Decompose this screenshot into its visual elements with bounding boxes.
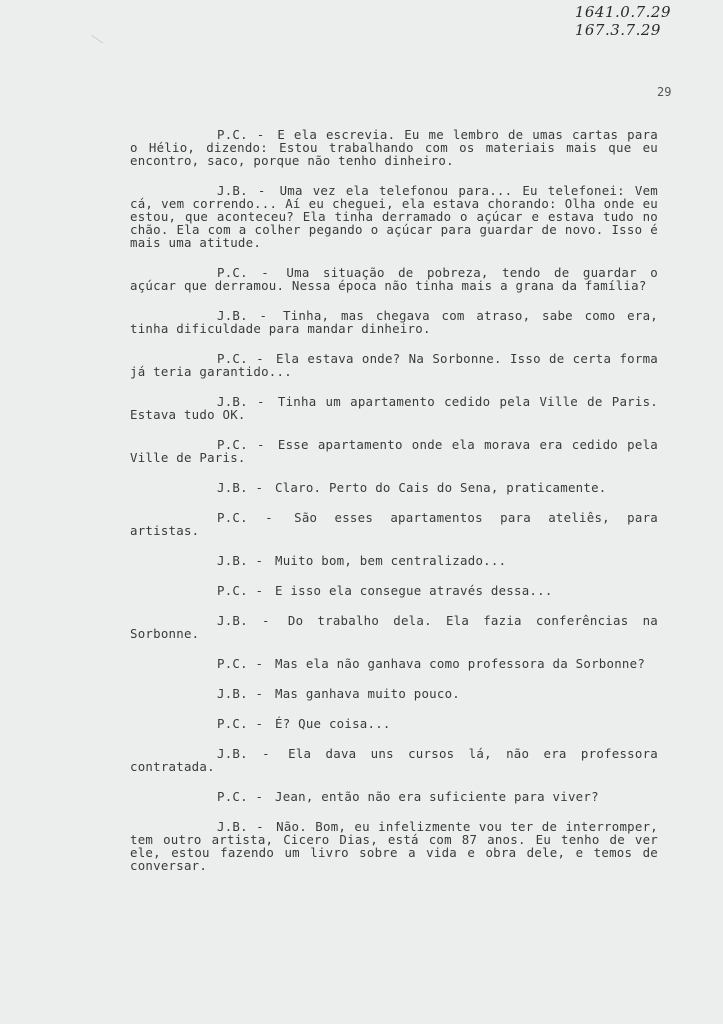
transcript-paragraph	[130, 820, 658, 872]
paragraph-text: Mas ganhava muito pouco.	[274, 686, 461, 701]
transcript-paragraph	[130, 657, 658, 670]
transcript-paragraph	[130, 511, 658, 537]
transcript-paragraph	[130, 128, 658, 167]
speaker-label: P.C. -	[217, 789, 264, 804]
speaker-label: P.C. -	[217, 127, 265, 142]
paragraph-text: Não. Bom, eu infelizmente vou ter de interromper, tem outro artista, Cicero Dias, está com 87 anos. Eu tenho de ver ele, estou fazendo um livro sobre a vida e obra dele, e temos de conversar.	[130, 819, 658, 873]
transcript-paragraph	[130, 352, 658, 378]
transcript-paragraph	[130, 747, 658, 773]
speaker-label: J.B. -	[217, 308, 268, 323]
speaker-label: J.B. -	[217, 553, 264, 568]
transcript-body	[130, 128, 658, 889]
transcript-paragraph	[130, 790, 658, 803]
speaker-label: J.B. -	[217, 394, 265, 409]
paper-mark	[87, 35, 104, 50]
transcript-paragraph	[130, 614, 658, 640]
archive-code-line: 167.3.7.29	[574, 21, 661, 39]
speaker-label: J.B. -	[217, 746, 270, 761]
paragraph-text: Do trabalho dela. Ela fazia conferências na Sorbonne.	[130, 613, 658, 641]
archive-code-annotation	[575, 3, 671, 39]
paragraph-text: Claro. Perto do Cais do Sena, praticamente.	[274, 480, 607, 495]
speaker-label: P.C. -	[217, 351, 264, 366]
speaker-label: P.C. -	[217, 510, 273, 525]
speaker-label: P.C. -	[217, 437, 265, 452]
speaker-label: J.B. -	[217, 819, 264, 834]
transcript-paragraph	[130, 266, 658, 292]
paragraph-text: Tinha um apartamento cedido pela Ville de Paris. Estava tudo OK.	[130, 394, 658, 422]
transcript-paragraph	[130, 584, 658, 597]
paragraph-text: Esse apartamento onde ela morava era cedido pela Ville de Paris.	[130, 437, 658, 465]
archive-code-line: 1641.0.7.29	[574, 3, 671, 21]
paragraph-text: Uma vez ela telefonou para... Eu telefonei: Vem cá, vem correndo... Aí eu cheguei, ela estava chorando: Olha onde eu estou, que aconteceu? Ela tinha derramado o açúcar e estava tudo no chão. Ela com a colher pegando o açúcar para guardar de novo. Isso é mais uma atitude.	[130, 183, 658, 250]
transcript-paragraph	[130, 309, 658, 335]
speaker-label: J.B. -	[217, 480, 264, 495]
speaker-label: P.C. -	[217, 583, 264, 598]
transcript-paragraph	[130, 554, 658, 567]
speaker-label: J.B. -	[217, 183, 266, 198]
transcript-paragraph	[130, 717, 658, 730]
paragraph-text: Muito bom, bem centralizado...	[274, 553, 507, 568]
paragraph-text: Uma situação de pobreza, tendo de guardar o açúcar que derramou. Nessa época não tinha mais a grana da família?	[130, 265, 658, 293]
transcript-paragraph	[130, 438, 658, 464]
paragraph-text: E isso ela consegue através dessa...	[274, 583, 553, 598]
paragraph-text: Ela estava onde? Na Sorbonne. Isso de certa forma já teria garantido...	[130, 351, 658, 379]
paragraph-text: São esses apartamentos para ateliês, para artistas.	[130, 510, 659, 538]
speaker-label: J.B. -	[217, 686, 264, 701]
speaker-label: P.C. -	[217, 656, 264, 671]
transcript-paragraph	[130, 184, 658, 249]
speaker-label: P.C. -	[217, 265, 269, 280]
speaker-label: J.B. -	[217, 613, 270, 628]
transcript-paragraph	[130, 481, 658, 494]
paragraph-text: Mas ela não ganhava como professora da Sorbonne?	[274, 656, 646, 671]
paragraph-text: Ela dava uns cursos lá, não era professora contratada.	[130, 746, 658, 774]
paragraph-text: Tinha, mas chegava com atraso, sabe como era, tinha dificuldade para mandar dinheiro.	[130, 308, 658, 336]
paragraph-text: É? Que coisa...	[274, 716, 391, 731]
speaker-label: P.C. -	[217, 716, 264, 731]
page-number: 29	[657, 85, 672, 99]
paragraph-text: E ela escrevia. Eu me lembro de umas cartas para o Hélio, dizendo: Estou trabalhando com os materiais mais que eu encontro, saco, porque não tenho dinheiro.	[130, 127, 658, 168]
transcript-paragraph	[130, 395, 658, 421]
transcript-paragraph	[130, 687, 658, 700]
paragraph-text: Jean, então não era suficiente para viver?	[274, 789, 599, 804]
